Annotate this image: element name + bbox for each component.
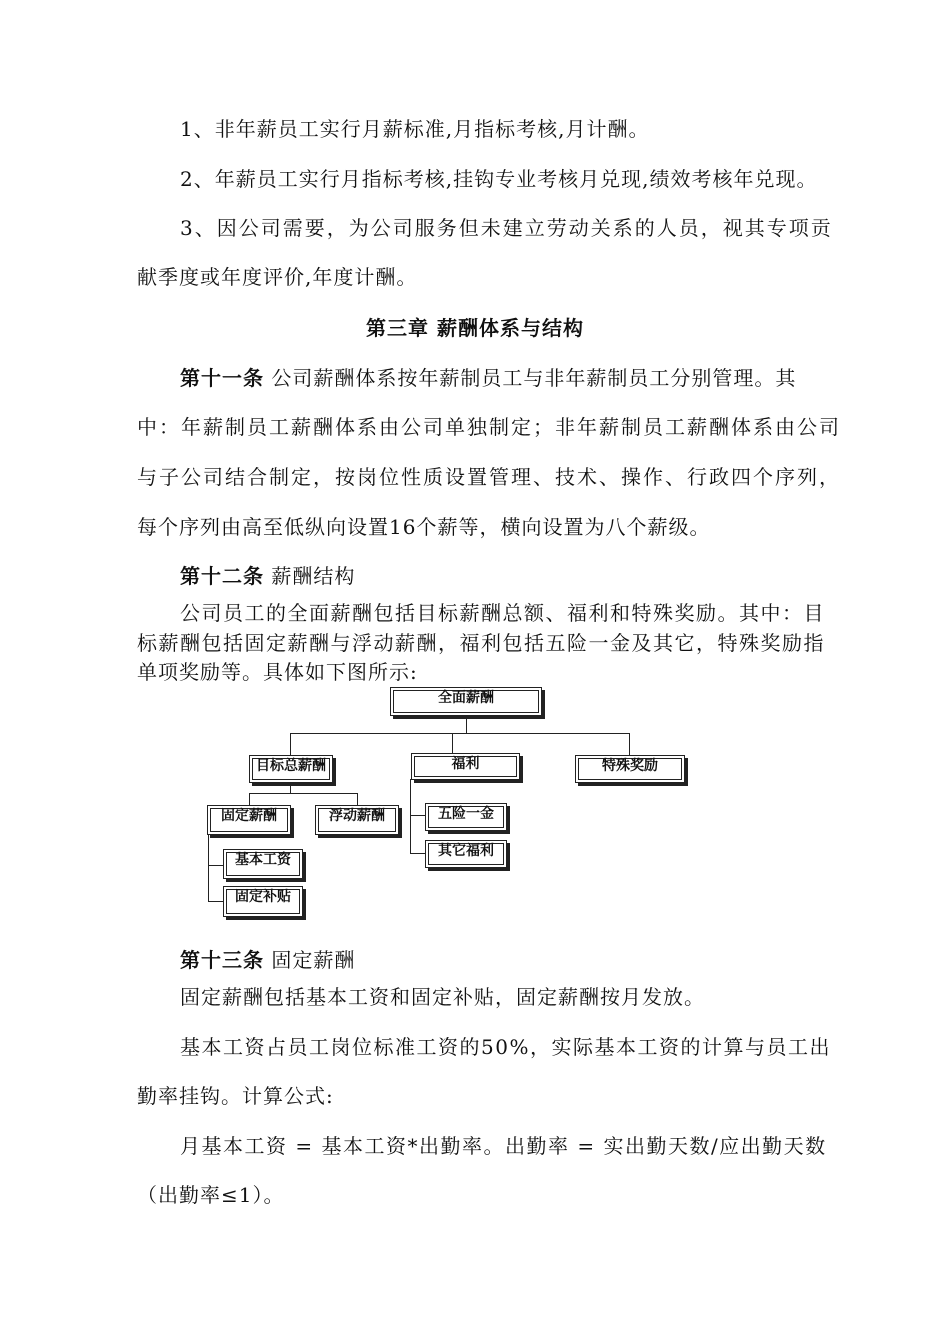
box-fixed-salary-label: 固定薪酬 <box>221 808 277 824</box>
connector <box>357 793 358 805</box>
connector <box>290 783 291 793</box>
connector <box>629 733 630 755</box>
article-12-line-2: 标薪酬包括固定薪酬与浮动薪酬，福利包括五险一金及其它，特殊奖励指 <box>137 631 825 655</box>
paragraph-3-line-1: 3、因公司需要，为公司服务但未建立劳动关系的人员，视其专项贡 <box>180 216 833 240</box>
article-13-heading <box>0 948 950 972</box>
connector <box>410 779 411 854</box>
connector <box>208 901 223 902</box>
article-11-line-2: 中：年薪制员工薪酬体系由公司单独制定；非年薪制员工薪酬体系由公司 <box>137 415 841 439</box>
box-special-award-label: 特殊奖励 <box>602 758 658 774</box>
box-total-compensation <box>390 687 542 716</box>
connector <box>290 733 291 755</box>
box-base-salary-label: 基本工资 <box>235 852 291 868</box>
article-13-line-1: 固定薪酬包括基本工资和固定补贴，固定薪酬按月发放。 <box>180 985 705 1009</box>
article-11-text: 公司薪酬体系按年薪制员工与非年薪制员工分别管理。其 <box>264 366 797 390</box>
article-12-line-3: 单项奖励等。具体如下图所示: <box>137 660 418 684</box>
box-floating-salary <box>315 805 399 835</box>
paragraph-1: 1、非年薪员工实行月薪标准,月指标考核,月计酬。 <box>180 117 650 141</box>
box-total-compensation-label: 全面薪酬 <box>438 690 494 706</box>
connector <box>249 793 250 805</box>
article-11-label: 第十一条 <box>180 366 264 390</box>
box-other-welfare <box>425 840 507 868</box>
connector <box>410 853 425 854</box>
box-special-award <box>575 755 685 783</box>
paragraph-2: 2、年薪员工实行月指标考核,挂钩专业考核月兑现,绩效考核年兑现。 <box>180 167 818 191</box>
connector <box>208 865 223 866</box>
article-12-label: 第十二条 <box>180 564 264 588</box>
article-11-line-4: 每个序列由高至低纵向设置16个薪等，横向设置为八个薪级。 <box>137 515 711 539</box>
article-11-line-3: 与子公司结合制定，按岗位性质设置管理、技术、操作、行政四个序列， <box>137 465 841 489</box>
connector <box>249 793 357 794</box>
box-base-salary <box>223 849 303 879</box>
connector <box>208 834 209 902</box>
connector <box>290 733 629 734</box>
connector <box>452 733 453 753</box>
article-12-title: 薪酬结构 <box>264 564 356 588</box>
box-welfare <box>411 753 520 780</box>
box-other-welfare-label: 其它福利 <box>438 843 494 859</box>
box-fixed-salary <box>207 805 291 835</box>
box-fixed-allowance <box>223 886 303 917</box>
connector <box>466 715 467 733</box>
box-target-total-compensation-label: 目标总薪酬 <box>256 758 326 774</box>
article-13-title: 固定薪酬 <box>264 948 356 972</box>
article-11-line-1 <box>0 366 950 390</box>
box-target-total-compensation <box>249 755 333 783</box>
box-fixed-allowance-label: 固定补贴 <box>235 889 291 905</box>
article-12-line-1: 公司员工的全面薪酬包括目标薪酬总额、福利和特殊奖励。其中：目 <box>180 601 825 625</box>
box-welfare-label: 福利 <box>451 756 480 772</box>
article-13-line-2: 基本工资占员工岗位标准工资的50%，实际基本工资的计算与员工出 <box>180 1035 831 1059</box>
box-social-insurance-label: 五险一金 <box>438 806 494 822</box>
box-floating-salary-label: 浮动薪酬 <box>329 808 385 824</box>
article-13-line-5: （出勤率≤1）。 <box>137 1183 285 1207</box>
connector <box>410 815 425 816</box>
paragraph-3-line-2: 献季度或年度评价,年度计酬。 <box>137 265 418 289</box>
box-social-insurance <box>425 803 507 831</box>
article-12-heading <box>0 564 950 588</box>
chapter-title: 第三章 薪酬体系与结构 <box>366 316 584 340</box>
article-13-formula: 月基本工资 = 基本工资*出勤率。出勤率 = 实出勤天数/应出勤天数 <box>180 1134 827 1158</box>
article-13-line-3: 勤率挂钩。计算公式: <box>137 1084 334 1108</box>
article-13-label: 第十三条 <box>180 948 264 972</box>
